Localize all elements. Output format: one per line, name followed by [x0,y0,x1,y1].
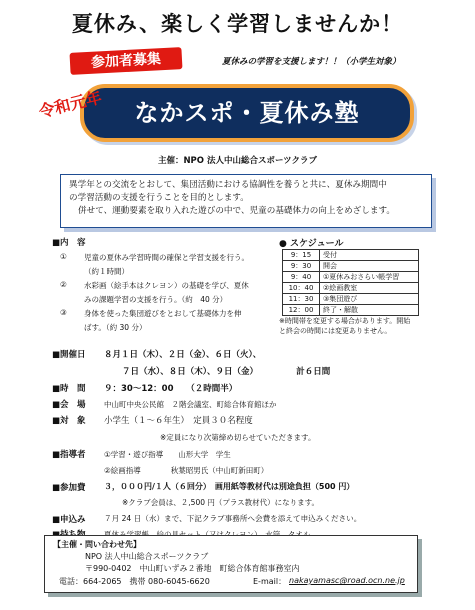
schedule-note: ※時間帯を変更する場合があります。開始 と終会の時間には変更ありません。 [279,317,411,335]
detail-label: ■指導者 [52,450,86,460]
detail-note: ※クラブ会員は、２,500 円（プラス教材代）になります。 [122,498,320,507]
item-text: （約１時間） [84,267,129,276]
purpose-line: 併せて、運動要素を取り入れた遊びの中で、児童の基礎体力の向上をめざします。 [78,206,395,216]
item-text: 児童の夏休み学習時間の確保と学習支援を行う。 [84,253,249,262]
detail-value: ９：30～12：00 （２時間半） [104,384,238,394]
contact-email-label: E-mail： [253,577,287,586]
detail-value: ３，０００円/１人（６回分） 画用紙等教材代は別途負担（500 円） [104,482,355,491]
detail-value: 小学生（１～６年生） 定員３０名程度 [104,416,253,426]
item-number: ③ [60,308,67,317]
contact-title: 【主催・問い合わせ先】 [53,540,141,549]
item-text: ばす。（約 30 分） [84,323,147,332]
headline: 夏休み、楽しく学習しませんか！ [71,12,404,36]
detail-value: ７日（水）、８日（木）、９日（金） 計６日間 [122,367,331,377]
event-title-banner: なかスポ・夏休み塾 [80,84,414,142]
detail-value: ②絵画指導 秋葉昭男氏（中山町新田町） [104,466,269,475]
schedule-row: 9：15 受付 [283,250,419,261]
recruit-badge: 参加者募集 [70,47,183,75]
schedule-table [282,249,419,316]
detail-value: ①学習・遊び指導 山形大学 学生 [104,450,231,459]
contact-org: NPO 法人中山総合スポーツクラブ [85,552,209,561]
organizer: 主催：NPO 法人中山総合スポーツクラブ [157,156,318,166]
detail-value: ７月 24 日（水）まで、下記クラブ事務所へ会費を添えて申込みください。 [104,514,362,523]
item-text: 身体を使った集団遊びをとおして基礎体力を伸 [84,309,242,318]
detail-label: ■対 象 [52,416,86,426]
contact-phone: 電話：664-2065 携帯 080-6045-6620 [59,577,210,586]
era-label: 令和元年 [36,87,104,122]
subcopy: 夏休みの学習を支援します！！（小学生対象） [222,57,401,67]
schedule-title: ● スケジュール [279,239,344,249]
detail-label: ■会 場 [52,400,86,410]
purpose-line: 異学年との交流をとおして、集団活動における協調性を養うと共に、夏休み期間中 [69,180,387,190]
detail-label: ■申込み [52,515,86,525]
detail-label: ■時 間 [52,384,86,394]
schedule-row: 9：40 ①夏休みおさらい帳学習 [283,272,419,283]
contact-box [44,535,418,593]
schedule-row: 10：40 ②絵画教室 [283,283,419,294]
schedule-row: 9：30 開会 [283,261,419,272]
purpose-box [60,174,432,228]
content-label: ■内 容 [52,238,86,248]
item-number: ① [60,252,67,261]
detail-note: ※定員になり次第締め切らせていただきます。 [160,433,316,442]
detail-label: ■開催日 [52,350,86,360]
detail-value: ８月１日（木）、２日（金）、６日（火）、 [104,350,262,360]
item-text: 水彩画（絵手本はクレヨン）の基礎を学び、夏休 [84,281,249,290]
schedule-row: 12：00 終了・解散 [283,305,419,316]
contact-address: 〒990-0402 中山町いずみ２番地 町総合体育館事務室内 [85,564,300,573]
detail-label: ■参加費 [52,483,86,493]
detail-value: 中山町中央公民館 ２階会議室、町総合体育館ほか [104,400,277,409]
item-number: ② [60,280,67,289]
purpose-line: の学習活動の支援を行うことを目的とします。 [69,193,249,203]
item-text: みの課題学習の支援を行う。（約 40 分） [84,295,228,304]
schedule-row: 11：30 ③集団遊び [283,294,419,305]
contact-email: nakayamasc@road.ocn.ne.jp [289,576,405,585]
